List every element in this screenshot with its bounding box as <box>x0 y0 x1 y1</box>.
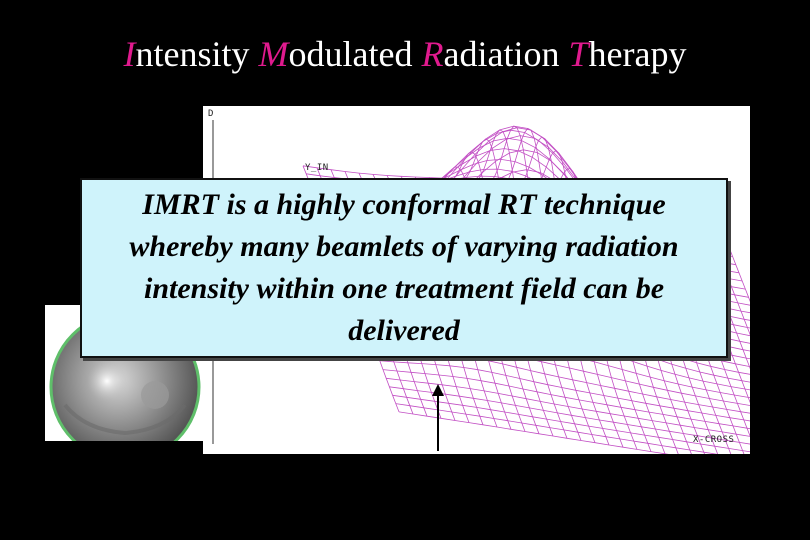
definition-callout <box>80 178 728 358</box>
y-axis-label: Y_IN <box>305 163 329 173</box>
callout-text: IMRT is a highly conformal RT technique whereby many beamlets of varying radiation intensity within one treatment field can be delivered <box>129 188 679 347</box>
mesh-line <box>399 412 750 454</box>
title-initial-t: T <box>568 34 589 74</box>
title-word-therapy: herapy <box>588 34 687 74</box>
title-word-radiation: adiation <box>443 34 560 74</box>
title-word-intensity: ntensity <box>135 34 250 74</box>
x-axis-label: X-CROSS <box>693 435 735 445</box>
title-initial-r: R <box>421 34 444 74</box>
slide-title <box>0 32 810 76</box>
dose-axis-label: D <box>208 109 214 119</box>
title-word-modulated: odulated <box>288 34 413 74</box>
title-initial-i: I <box>123 34 136 74</box>
title-initial-m: M <box>258 34 289 74</box>
mesh-line <box>396 404 750 454</box>
